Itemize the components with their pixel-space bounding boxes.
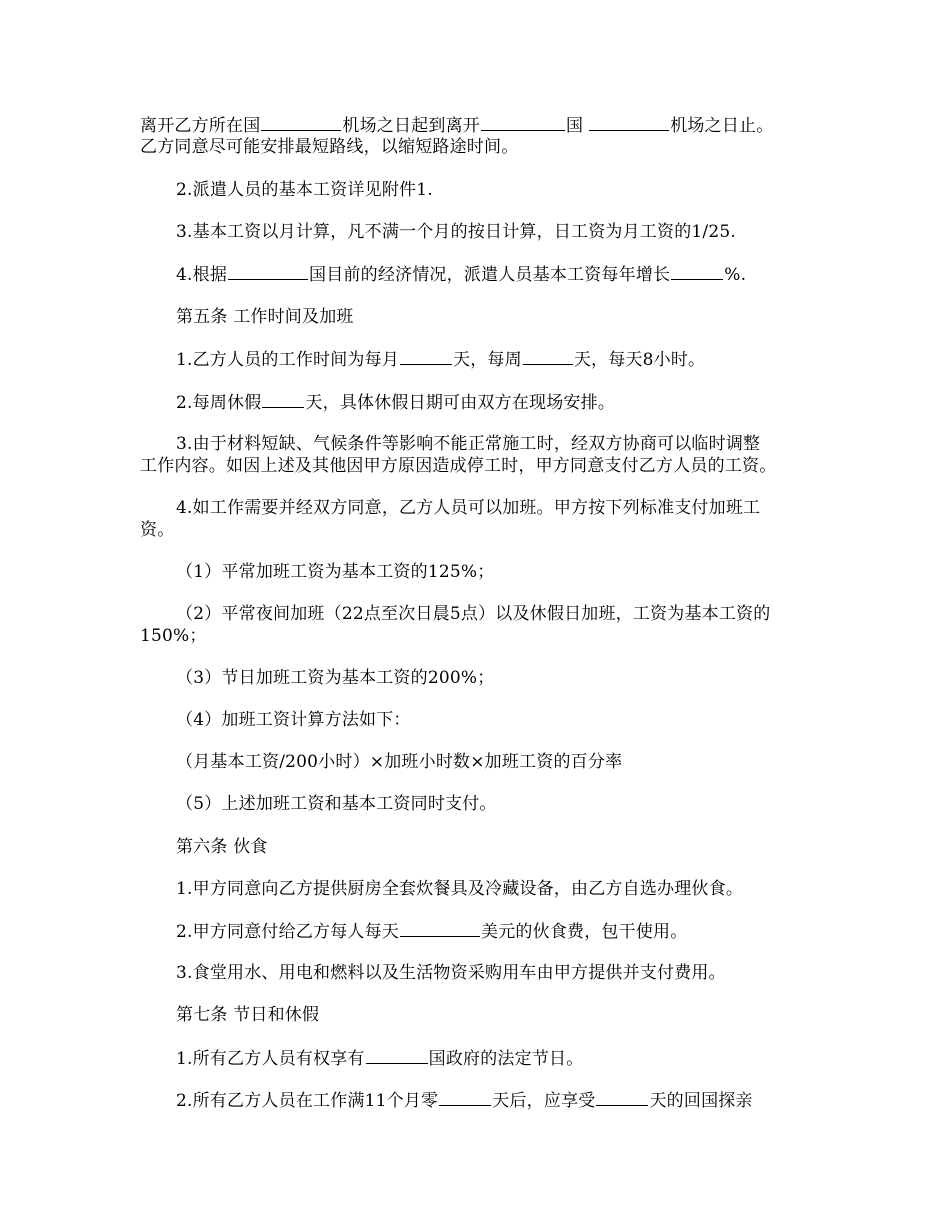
text: 机场之日起到离开 [342, 116, 481, 136]
overtime-item-5: （5）上述加班工资和基本工资同时支付。 [176, 794, 497, 814]
blank-field[interactable] [228, 263, 308, 280]
overtime-item-1: （1）平常加班工资为基本工资的125%； [176, 562, 495, 582]
blank-field[interactable] [523, 348, 573, 365]
clause-working-time [176, 348, 856, 371]
text: 天后，应享受 [492, 1091, 596, 1111]
text: %. [724, 265, 747, 285]
clause-kitchen: 1.甲方同意向乙方提供厨房全套炊餐具及冷藏设备，由乙方自选办理伙食。 [176, 879, 744, 899]
text: 2.所有乙方人员在工作满11个月零 [176, 1091, 439, 1111]
text: 1.所有乙方人员有权享有 [176, 1049, 365, 1069]
blank-field[interactable] [596, 1089, 648, 1106]
clause-salary-growth [176, 263, 856, 286]
text: 国 [566, 116, 584, 136]
clause-basic-salary-attachment: 2.派遣人员的基本工资详见附件1. [176, 180, 433, 200]
clause-weekly-rest [176, 391, 856, 414]
clause-salary-calculation: 3.基本工资以月计算，凡不满一个月的按日计算，日工资为月工资的1/25. [176, 222, 736, 242]
text: 2.甲方同意付给乙方每人每天 [176, 922, 400, 942]
blank-field[interactable] [589, 114, 669, 131]
text: 美元的伙食费，包干使用。 [481, 922, 688, 942]
section-heading-6: 第六条 伙食 [176, 837, 268, 857]
clause-work-adjustment-cont: 工作内容。如因上述及其他因甲方原因造成停工时，甲方同意支付乙方人员的工资。 [140, 456, 777, 476]
text: 国目前的经济情况，派遣人员基本工资每年增长 [309, 265, 671, 285]
clause-work-adjustment: 3.由于材料短缺、气候条件等影响不能正常施工时，经双方协商可以临时调整 [176, 434, 761, 454]
clause-meal-allowance [176, 920, 856, 943]
clause-overtime: 4.如工作需要并经双方同意，乙方人员可以加班。甲方按下列标准支付加班工 [176, 498, 761, 518]
text: 1.乙方人员的工作时间为每月 [176, 350, 400, 370]
overtime-item-3: （3）节日加班工资为基本工资的200%； [176, 668, 495, 688]
blank-field[interactable] [671, 263, 723, 280]
blank-field[interactable] [366, 1047, 428, 1064]
text: 2.每周休假 [176, 393, 262, 413]
overtime-formula: （月基本工资/200小时）×加班小时数×加班工资的百分率 [176, 752, 623, 772]
blank-field[interactable] [439, 1089, 491, 1106]
blank-field[interactable] [262, 391, 304, 408]
blank-field[interactable] [400, 348, 452, 365]
clause-overtime-cont: 资。 [140, 520, 175, 540]
blank-field[interactable] [400, 920, 480, 937]
text: 天，每天8小时。 [573, 350, 706, 370]
text: 国政府的法定节日。 [428, 1049, 584, 1069]
text: 天的回国探亲 [649, 1091, 753, 1111]
paragraph-route: 乙方同意尽可能安排最短路线，以缩短路途时间。 [140, 137, 519, 157]
section-heading-7: 第七条 节日和休假 [176, 1005, 320, 1025]
section-heading-5: 第五条 工作时间及加班 [176, 307, 354, 327]
overtime-item-2-cont: 150%； [140, 626, 207, 646]
text: 4.根据 [176, 265, 228, 285]
text: 机场之日止。 [670, 116, 774, 136]
text: 离开乙方所在国 [140, 116, 261, 136]
text: 天，每周 [453, 350, 522, 370]
overtime-item-2: （2）平常夜间加班（22点至次日晨5点）以及休假日加班，工资为基本工资的 [176, 604, 771, 624]
clause-holidays [176, 1047, 856, 1070]
clause-utilities: 3.食堂用水、用电和燃料以及生活物资采购用车由甲方提供并支付费用。 [176, 963, 726, 983]
blank-field[interactable] [261, 114, 341, 131]
text: 天，具体休假日期可由双方在现场安排。 [305, 393, 616, 413]
overtime-item-4: （4）加班工资计算方法如下： [176, 710, 411, 730]
clause-home-leave [176, 1089, 856, 1112]
paragraph-travel-period [140, 114, 820, 137]
blank-field[interactable] [481, 114, 565, 131]
